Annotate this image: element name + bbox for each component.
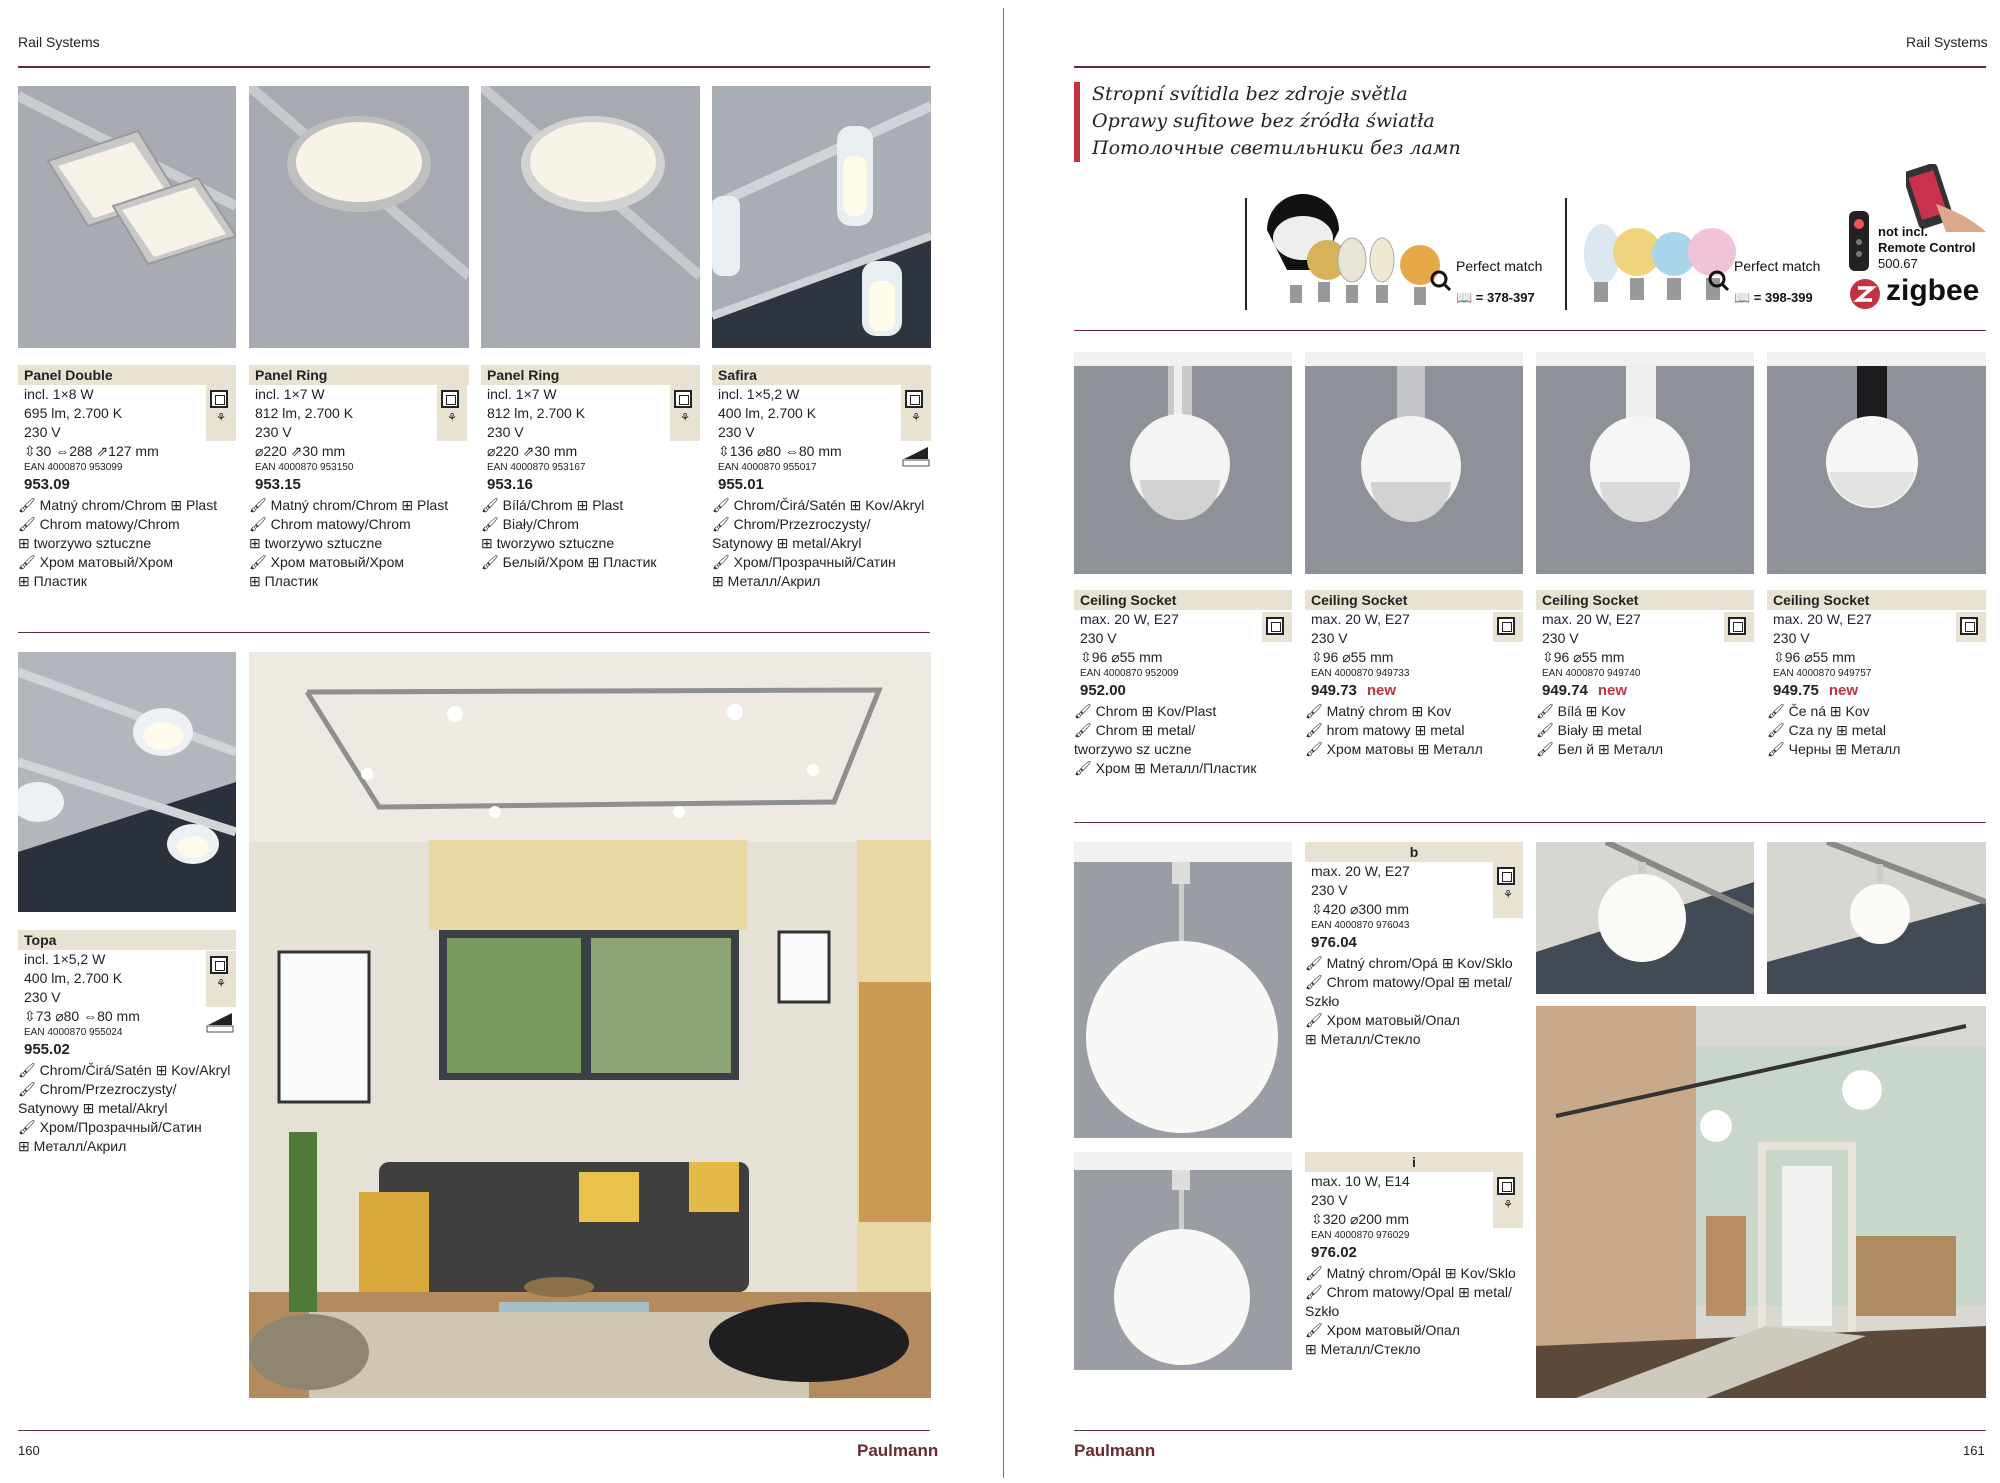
finish-line: ⊞ tworzywo sztuczne <box>18 535 152 551</box>
finish-line: 🖌 Chrom/Čirá/Satén ⊞ Kov/Akryl <box>18 1062 231 1078</box>
section-rule-right-2 <box>1074 822 1986 823</box>
finish-line: tworzywo sz uczne <box>1074 741 1192 757</box>
finish-line: 🖌 Matný chrom/Opál ⊞ Kov/Sklo <box>1305 1265 1516 1281</box>
zigbee-wordmark: zigbee <box>1886 274 1980 307</box>
finish-line: 🖌 Хром/Прозрачный/Сатин <box>712 554 896 570</box>
product-finishes <box>1074 702 1292 778</box>
photo-panel-ring-2 <box>481 86 700 348</box>
product-finishes <box>18 496 236 591</box>
finish-line: Szkło <box>1305 1303 1340 1319</box>
protection-class-icon <box>1497 1177 1515 1195</box>
divider <box>1565 198 1567 310</box>
product-panel-ring-95315 <box>249 365 469 591</box>
product-ean: EAN 4000870 949733 <box>1311 668 1410 679</box>
running-head-left: Rail Systems <box>18 34 100 50</box>
product-spec: 812 lm, 2.700 K <box>487 405 586 421</box>
product-name: Ceiling Socket <box>1536 590 1754 610</box>
product-ean: EAN 4000870 952009 <box>1080 668 1179 679</box>
product-badges <box>1493 1172 1523 1228</box>
product-badges <box>206 951 236 1007</box>
product-ean: EAN 4000870 949757 <box>1773 668 1872 679</box>
photo-globe-detail-1 <box>1536 842 1754 994</box>
divider <box>1245 198 1247 310</box>
product-code-value: 949.75 <box>1773 682 1819 699</box>
finish-line: ⊞ Металл/Стекло <box>1305 1341 1421 1357</box>
ceiling-mount-icon: ⚘ <box>1503 889 1513 901</box>
finish-line: 🖌 Če ná ⊞ Kov <box>1767 703 1870 719</box>
product-name: Ceiling Socket <box>1074 590 1292 610</box>
product-name: i <box>1305 1152 1523 1172</box>
product-name: Panel Double <box>18 365 236 385</box>
protection-class-icon <box>1266 617 1284 635</box>
product-badges <box>206 385 236 441</box>
finish-line: 🖌 Matný chrom/Chrom ⊞ Plast <box>249 497 449 513</box>
product-spec: 812 lm, 2.700 K <box>255 405 354 421</box>
product-dims: ⇳73 ⌀80 ⇔80 mm <box>24 1008 140 1024</box>
bulbs-smart-icon <box>1582 214 1752 312</box>
product-safira <box>712 365 931 591</box>
product-spec: max. 20 W, E27 <box>1773 611 1872 627</box>
product-ean: EAN 4000870 976029 <box>1311 1230 1410 1241</box>
photo-ceiling-socket-matt-chrome <box>1305 352 1523 574</box>
protection-class-icon <box>1497 617 1515 635</box>
product-spec: 230 V <box>24 424 61 440</box>
product-spec: max. 20 W, E27 <box>1311 863 1410 879</box>
zigbee-logo-icon <box>1849 278 1881 310</box>
finish-line: 🖌 Chrom matowy/Opal ⊞ metal/ <box>1305 1284 1512 1300</box>
photo-globe-detail-2 <box>1767 842 1986 994</box>
product-name: Panel Ring <box>249 365 469 385</box>
section-rule-right-1 <box>1074 330 1986 331</box>
product-code: 955.02 <box>24 1041 70 1058</box>
product-code: 953.16 <box>487 476 533 493</box>
product-spec: incl. 1×7 W <box>255 386 325 402</box>
product-name: Topa <box>18 930 236 950</box>
finish-line: ⊞ Металл/Акрил <box>712 573 821 589</box>
product-dims: ⇳96 ⌀55 mm <box>1311 649 1394 665</box>
finish-line: 🖌 Chrom ⊞ metal/ <box>1074 722 1196 738</box>
finish-line: 🖌 Bílá/Chrom ⊞ Plast <box>481 497 624 513</box>
product-code <box>1305 1243 1523 1262</box>
product-spec: 400 lm, 2.700 K <box>24 970 123 986</box>
ceiling-mount-icon: ⚘ <box>911 412 921 424</box>
magnifier-icon <box>1430 270 1452 292</box>
finish-line: 🖌 Matný chrom/Opá ⊞ Kov/Sklo <box>1305 955 1513 971</box>
brand-logo-left: Paulmann <box>857 1441 939 1460</box>
finish-line: 🖌 Chrom matowy/Chrom <box>18 516 180 532</box>
product-topa <box>18 930 236 1156</box>
product-name: b <box>1305 842 1523 862</box>
finish-line: 🖌 Хром матовый/Хром <box>18 554 173 570</box>
product-ceiling-socket-94975 <box>1767 590 1986 759</box>
dimmable-rlc-icon <box>206 1011 234 1033</box>
product-ean: EAN 4000870 953167 <box>487 462 586 473</box>
product-ceiling-socket-95200 <box>1074 590 1292 778</box>
photo-ceiling-socket-chrome <box>1074 352 1292 574</box>
section-title-cs: Stropní svítidla bez zdroje světla <box>1092 83 1408 105</box>
finish-line: 🖌 hrom matowy ⊞ metal <box>1305 722 1465 738</box>
product-panel-double <box>18 365 236 591</box>
finish-line: 🖌 Biały ⊞ metal <box>1536 722 1642 738</box>
product-badges <box>437 385 467 441</box>
magnifier-icon <box>1708 270 1730 292</box>
ceiling-mount-icon: ⚘ <box>216 978 226 990</box>
product-spec: incl. 1×5,2 W <box>718 386 800 402</box>
product-spec: 230 V <box>255 424 292 440</box>
product-spec: max. 20 W, E27 <box>1542 611 1641 627</box>
finish-line: 🖌 Chrom matowy/Chrom <box>249 516 411 532</box>
photo-hallway <box>1536 1006 1986 1398</box>
finish-line: ⊞ tworzywo sztuczne <box>249 535 383 551</box>
product-spec: 230 V <box>24 989 61 1005</box>
product-dims: ⇳96 ⌀55 mm <box>1773 649 1856 665</box>
protection-class-icon <box>210 956 228 974</box>
finish-line: 🖌 Chrom/Čirá/Satén ⊞ Kov/Akryl <box>712 497 925 513</box>
product-code-value: 949.74 <box>1542 682 1588 699</box>
product-spec: 230 V <box>1311 882 1348 898</box>
product-name: Ceiling Socket <box>1767 590 1986 610</box>
product-badges <box>670 385 700 441</box>
finish-line: 🖌 Хром матовый/Хром <box>249 554 404 570</box>
finish-line: Satynowy ⊞ metal/Akryl <box>18 1100 168 1116</box>
remote-control-icon <box>1848 210 1870 272</box>
photo-ceiling-socket-black <box>1767 352 1986 574</box>
product-name: Ceiling Socket <box>1305 590 1523 610</box>
header-rule-left <box>18 66 930 68</box>
product-badges <box>901 385 931 441</box>
product-code <box>1074 681 1292 700</box>
smartphone-hand-icon <box>1906 164 1988 232</box>
footer-rule-left <box>18 1430 930 1431</box>
product-code <box>1305 933 1523 952</box>
photo-living-room <box>249 652 931 1398</box>
bulbs-vintage-icon <box>1262 190 1452 312</box>
product-spec: max. 20 W, E27 <box>1311 611 1410 627</box>
page-gutter <box>1003 8 1004 1478</box>
remote-control-note <box>1878 224 1976 272</box>
finish-line: 🖌 Хром матовы ⊞ Металл <box>1305 741 1483 757</box>
product-spec: max. 10 W, E14 <box>1311 1173 1410 1189</box>
finish-line: 🖌 Matný chrom ⊞ Kov <box>1305 703 1452 719</box>
finish-line: ⊞ Металл/Стекло <box>1305 1031 1421 1047</box>
finish-line: 🖌 Biały/Chrom <box>481 516 579 532</box>
perfect-match-label: Perfect match <box>1456 258 1543 274</box>
section-title-ru: Потолочные светильники без ламп <box>1092 137 1461 159</box>
running-head-right: Rail Systems <box>1906 34 1988 50</box>
footer-rule-right <box>1074 1430 1986 1431</box>
perfect-match-label: Perfect match <box>1734 258 1821 274</box>
finish-line: 🖌 Bílá ⊞ Kov <box>1536 703 1626 719</box>
product-finishes <box>1767 702 1986 759</box>
product-code <box>1536 681 1754 700</box>
photo-panel-double <box>18 86 236 348</box>
product-code: 955.01 <box>718 476 764 493</box>
product-pendant-97602 <box>1305 1152 1523 1359</box>
header-rule-right <box>1074 66 1986 68</box>
finish-line: ⊞ Пластик <box>249 573 318 589</box>
remote-code: 500.67 <box>1878 256 1918 271</box>
finish-line: 🖌 Matný chrom/Chrom ⊞ Plast <box>18 497 218 513</box>
product-code <box>1305 681 1523 700</box>
product-code <box>1767 681 1986 700</box>
new-badge: new <box>1828 682 1859 699</box>
product-ean: EAN 4000870 949740 <box>1542 668 1641 679</box>
protection-class-icon <box>1960 617 1978 635</box>
product-badges <box>1724 612 1754 642</box>
page-number-right: 161 <box>1963 1443 1985 1458</box>
product-spec: 230 V <box>487 424 524 440</box>
finish-line: 🖌 Хром матовый/Опал <box>1305 1012 1460 1028</box>
finish-line: 🖌 Хром/Прозрачный/Сатин <box>18 1119 202 1135</box>
photo-ceiling-socket-white <box>1536 352 1754 574</box>
product-spec: incl. 1×8 W <box>24 386 94 402</box>
product-panel-ring-95316 <box>481 365 700 572</box>
product-ean: EAN 4000870 976043 <box>1311 920 1410 931</box>
product-pendant-97604 <box>1305 842 1523 1049</box>
product-ean: EAN 4000870 955017 <box>718 462 817 473</box>
product-spec: 230 V <box>1773 630 1810 646</box>
product-code-value: 976.04 <box>1311 934 1357 951</box>
ceiling-mount-icon: ⚘ <box>216 412 226 424</box>
finish-line: Szkło <box>1305 993 1340 1009</box>
section-title-pl: Oprawy sufitowe bez źródła światła <box>1092 110 1435 132</box>
product-ean: EAN 4000870 953099 <box>24 462 123 473</box>
photo-topa <box>18 652 236 912</box>
product-finishes <box>1305 1264 1523 1359</box>
new-badge: new <box>1597 682 1628 699</box>
product-finishes <box>1305 954 1523 1049</box>
product-badges <box>1493 612 1523 642</box>
finish-line: ⊞ Металл/Акрил <box>18 1138 127 1154</box>
finish-line: Satynowy ⊞ metal/Akryl <box>712 535 862 551</box>
section-rule-left <box>18 632 930 633</box>
title-accent-bar <box>1074 82 1080 162</box>
product-dims: ⇳420 ⌀300 mm <box>1311 901 1409 917</box>
new-badge: new <box>1366 682 1397 699</box>
product-finishes <box>481 496 700 572</box>
product-code-value: 952.00 <box>1080 682 1126 699</box>
perfect-match-ref: 📖 = 398-399 <box>1734 290 1813 305</box>
protection-class-icon <box>1728 617 1746 635</box>
finish-line: 🖌 Chrom matowy/Opal ⊞ metal/ <box>1305 974 1512 990</box>
photo-panel-ring-1 <box>249 86 469 348</box>
product-name: Safira <box>712 365 931 385</box>
photo-pendant-globe-large <box>1074 842 1292 1138</box>
product-spec: 230 V <box>718 424 755 440</box>
finish-line: ⊞ Пластик <box>18 573 87 589</box>
product-spec: 230 V <box>1080 630 1117 646</box>
product-spec: 230 V <box>1542 630 1579 646</box>
product-finishes <box>712 496 931 591</box>
product-dims: ⌀220 ⇗30 mm <box>255 443 346 459</box>
product-ean: EAN 4000870 953150 <box>255 462 354 473</box>
product-badges <box>1262 612 1292 642</box>
product-dims: ⌀220 ⇗30 mm <box>487 443 578 459</box>
page-number-left: 160 <box>18 1443 40 1458</box>
product-dims: ⇳320 ⌀200 mm <box>1311 1211 1409 1227</box>
product-spec: 230 V <box>1311 1192 1348 1208</box>
finish-line: 🖌 Cza ny ⊞ metal <box>1767 722 1886 738</box>
product-code: 953.15 <box>255 476 301 493</box>
product-spec: 695 lm, 2.700 K <box>24 405 123 421</box>
product-finishes <box>1305 702 1523 759</box>
product-badges <box>1493 862 1523 918</box>
finish-line: 🖌 Белый/Хром ⊞ Пластик <box>481 554 657 570</box>
protection-class-icon <box>441 390 459 408</box>
perfect-match-ref: 📖 = 378-397 <box>1456 290 1535 305</box>
product-spec: incl. 1×5,2 W <box>24 951 106 967</box>
product-spec: 230 V <box>1311 630 1348 646</box>
finish-line: 🖌 Хром ⊞ Металл/Пластик <box>1074 760 1257 776</box>
product-code-value: 976.02 <box>1311 1244 1357 1261</box>
finish-line: ⊞ tworzywo sztuczne <box>481 535 615 551</box>
product-ceiling-socket-94973 <box>1305 590 1523 759</box>
photo-safira <box>712 86 931 348</box>
finish-line: 🖌 Chrom/Przezroczysty/ <box>712 516 871 532</box>
product-dims: ⇳136 ⌀80 ⇔80 mm <box>718 443 842 459</box>
protection-class-icon <box>905 390 923 408</box>
product-finishes <box>18 1061 236 1156</box>
brand-logo-right: Paulmann <box>1074 1441 1156 1460</box>
ceiling-mount-icon: ⚘ <box>447 412 457 424</box>
dimmable-rlc-icon <box>902 445 930 467</box>
product-spec: 400 lm, 2.700 K <box>718 405 817 421</box>
ceiling-mount-icon: ⚘ <box>1503 1199 1513 1211</box>
protection-class-icon <box>674 390 692 408</box>
product-code: 953.09 <box>24 476 70 493</box>
product-ean: EAN 4000870 955024 <box>24 1027 123 1038</box>
product-dims: ⇳96 ⌀55 mm <box>1080 649 1163 665</box>
product-dims: ⇳30 ⇔288 ⇗127 mm <box>24 443 159 459</box>
product-name: Panel Ring <box>481 365 700 385</box>
finish-line: 🖌 Chrom ⊞ Kov/Plast <box>1074 703 1217 719</box>
finish-line: 🖌 Хром матовый/Опал <box>1305 1322 1460 1338</box>
product-badges <box>1956 612 1986 642</box>
product-finishes <box>1536 702 1754 759</box>
remote-note-line: Remote Control <box>1878 240 1976 255</box>
finish-line: 🖌 Chrom/Przezroczysty/ <box>18 1081 177 1097</box>
photo-pendant-globe-small <box>1074 1152 1292 1370</box>
product-dims: ⇳96 ⌀55 mm <box>1542 649 1625 665</box>
protection-class-icon <box>210 390 228 408</box>
remote-note-line: not incl. <box>1878 224 1928 239</box>
product-code-value: 949.73 <box>1311 682 1357 699</box>
section-titles <box>1092 81 1461 162</box>
product-ceiling-socket-94974 <box>1536 590 1754 759</box>
finish-line: 🖌 Бел й ⊞ Металл <box>1536 741 1664 757</box>
product-spec: max. 20 W, E27 <box>1080 611 1179 627</box>
product-finishes <box>249 496 469 591</box>
protection-class-icon <box>1497 867 1515 885</box>
product-spec: incl. 1×7 W <box>487 386 557 402</box>
ceiling-mount-icon: ⚘ <box>680 412 690 424</box>
finish-line: 🖌 Черны ⊞ Металл <box>1767 741 1901 757</box>
